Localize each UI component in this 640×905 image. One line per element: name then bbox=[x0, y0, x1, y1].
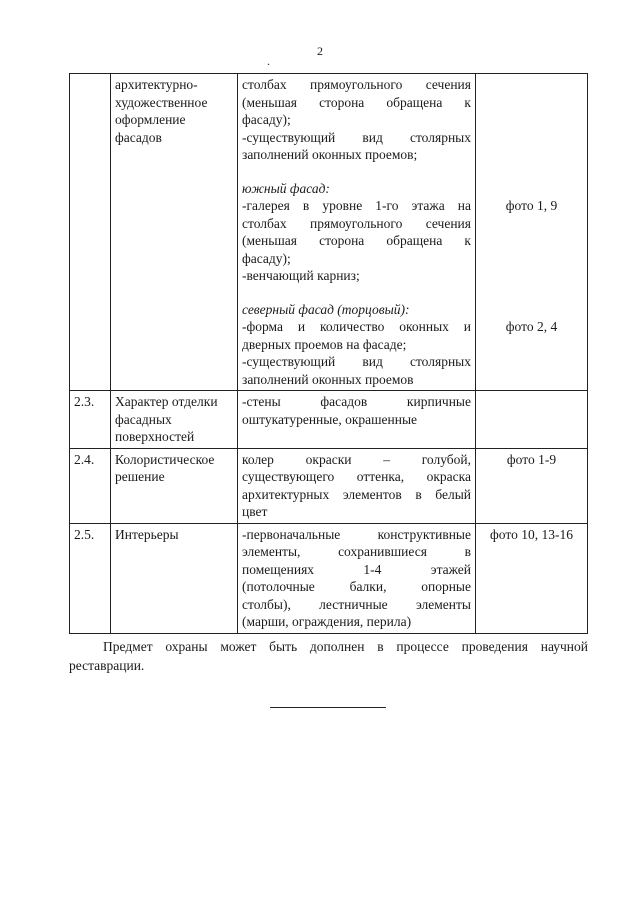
desc-line: помещениях 1-4 этажей bbox=[242, 561, 471, 577]
desc-line: дверных проемов на фасаде; bbox=[242, 336, 407, 352]
row-description bbox=[238, 523, 476, 633]
row-photo: фото 10, 13-16 bbox=[476, 523, 588, 633]
row-number: 2.5. bbox=[70, 523, 111, 633]
desc-line: (потолочные балки, опорные bbox=[242, 579, 471, 594]
row-name bbox=[111, 391, 238, 449]
desc-line: столбы), лестничные элементы bbox=[242, 596, 471, 612]
name-line: архитектурно- bbox=[115, 77, 198, 92]
table-row bbox=[70, 74, 588, 391]
row-number bbox=[70, 74, 111, 391]
facade-heading: северный фасад (торцовый): bbox=[242, 301, 410, 317]
desc-line: -венчающий карниз; bbox=[242, 268, 360, 283]
protection-table bbox=[69, 73, 588, 634]
name-line: поверхностей bbox=[115, 429, 195, 444]
name-line: оформление bbox=[115, 112, 186, 127]
desc-line: (марши, ограждения, перила) bbox=[242, 614, 412, 629]
photo-ref bbox=[480, 76, 583, 94]
name-line: фасадных bbox=[115, 411, 172, 427]
photo-ref: фото 2, 4 bbox=[505, 319, 558, 334]
row-name bbox=[111, 74, 238, 391]
facade-heading: южный фасад: bbox=[242, 180, 330, 196]
desc-line: колер окраски – голубой, bbox=[242, 451, 471, 467]
desc-line: -существующий вид столярных bbox=[242, 354, 471, 369]
name-line: Интерьеры bbox=[115, 526, 179, 542]
name-line: Колористическое bbox=[115, 451, 215, 467]
desc-line: архитектурных элементов в белый bbox=[242, 486, 471, 502]
desc-line: -первоначальные конструктивные bbox=[242, 526, 471, 542]
desc-line: -галерея в уровне 1-го этажа на bbox=[242, 198, 471, 213]
table-row bbox=[70, 391, 588, 449]
name-line: фасадов bbox=[115, 129, 162, 145]
footer-note: Предмет охраны может быть дополнен в процессе проведения научной реставрации. bbox=[69, 639, 588, 673]
desc-line: оштукатуренные, окрашенные bbox=[242, 411, 418, 427]
desc-line: цвет bbox=[242, 504, 268, 519]
desc-line: столбах прямоугольного сечения bbox=[242, 77, 471, 92]
row-name bbox=[111, 448, 238, 523]
row-description bbox=[238, 74, 476, 391]
desc-line: -существующий вид столярных bbox=[242, 129, 471, 145]
page-number: 2 bbox=[317, 44, 323, 58]
row-number: 2.4. bbox=[70, 448, 111, 523]
row-description bbox=[238, 448, 476, 523]
desc-line: столбах прямоугольного сечения bbox=[242, 215, 471, 231]
desc-line: -форма и количество оконных и bbox=[242, 319, 471, 334]
name-line: Характер отделки bbox=[115, 394, 218, 409]
row-photo bbox=[476, 74, 588, 391]
desc-line: (меньшая сторона обращена к bbox=[242, 94, 471, 110]
desc-line: (меньшая сторона обращена к bbox=[242, 233, 471, 248]
row-photo bbox=[476, 391, 588, 449]
scan-mark: . bbox=[267, 54, 270, 68]
desc-line: элементы, сохранившиеся в bbox=[242, 544, 471, 559]
table-row bbox=[70, 448, 588, 523]
photo-ref: фото 1, 9 bbox=[505, 198, 558, 213]
desc-line: фасаду); bbox=[242, 250, 291, 266]
divider-line bbox=[270, 707, 386, 708]
table-row bbox=[70, 523, 588, 633]
desc-line: заполнений оконных проемов bbox=[242, 371, 414, 387]
desc-line: заполнений оконных проемов; bbox=[242, 147, 418, 162]
desc-line: -стены фасадов кирпичные bbox=[242, 394, 471, 409]
name-line: художественное bbox=[115, 94, 208, 110]
desc-line: существующего оттенка, окраска bbox=[242, 469, 471, 484]
row-name bbox=[111, 523, 238, 633]
name-line: решение bbox=[115, 469, 165, 484]
row-photo: фото 1-9 bbox=[476, 448, 588, 523]
row-number: 2.3. bbox=[70, 391, 111, 449]
row-description bbox=[238, 391, 476, 449]
desc-line: фасаду); bbox=[242, 112, 291, 127]
